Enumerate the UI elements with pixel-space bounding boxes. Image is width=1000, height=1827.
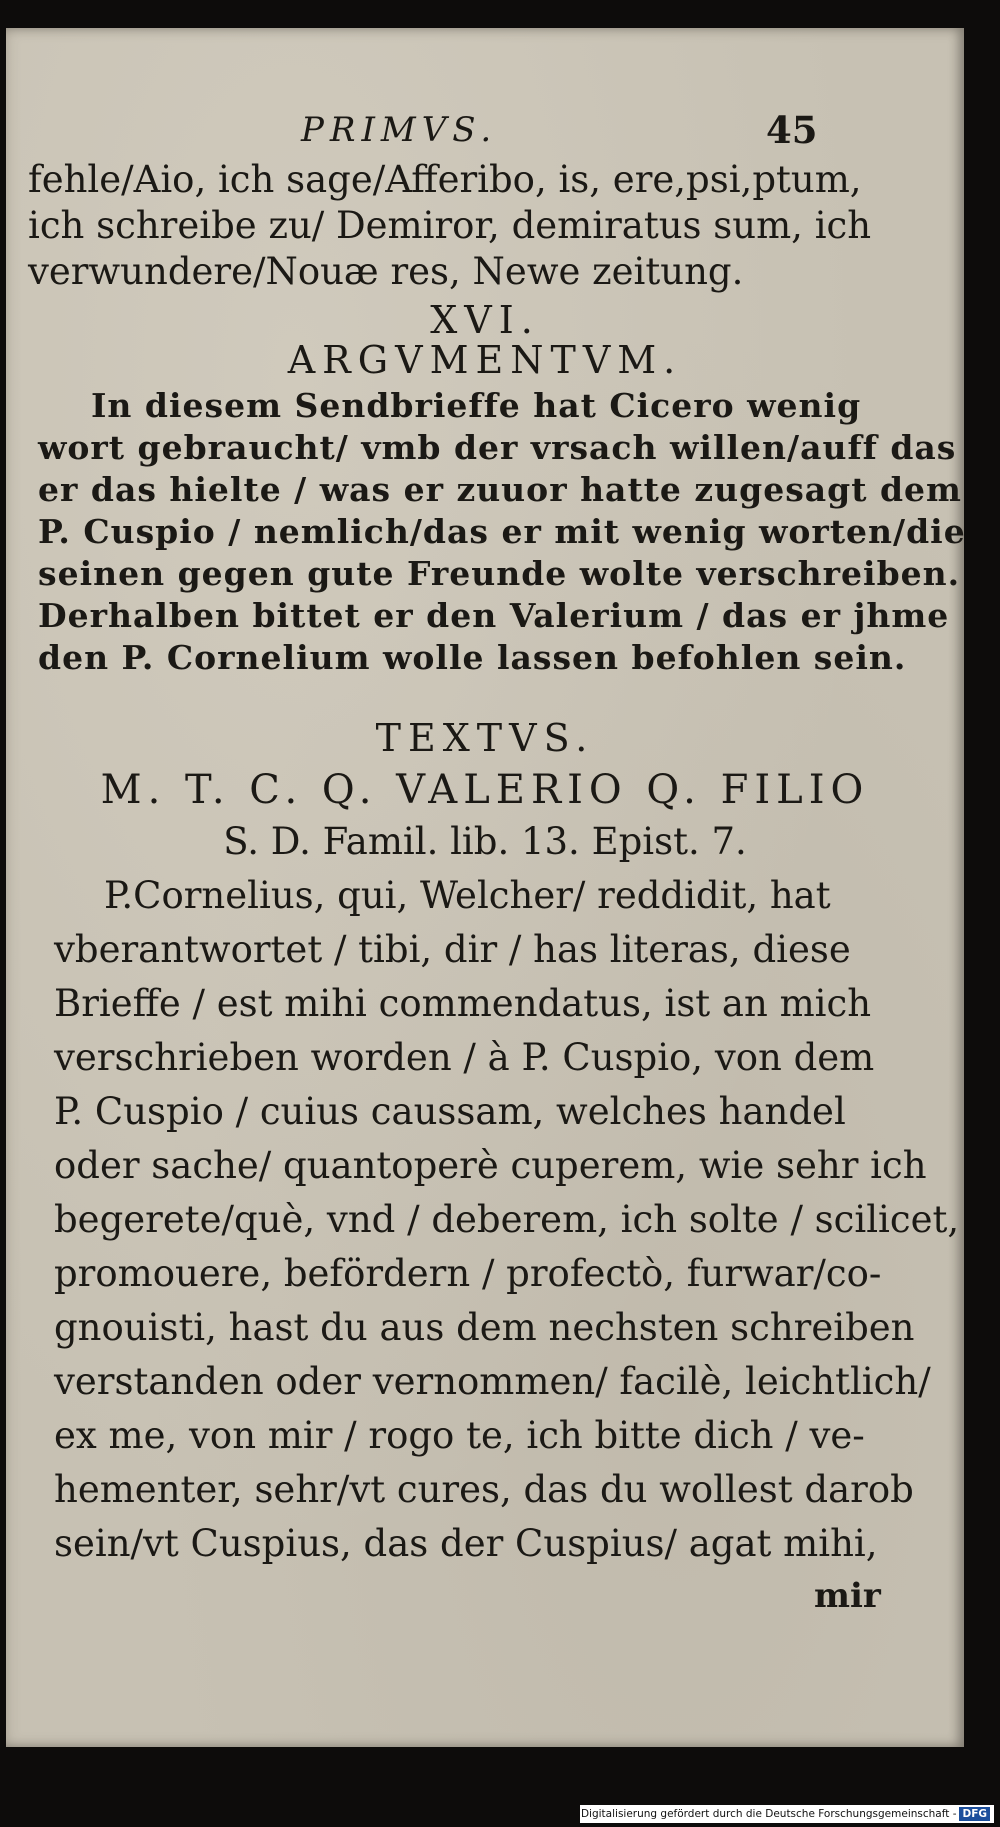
argument-line: In diesem Sendbrieffe hat Cicero wenig — [91, 386, 862, 425]
argument-line: seinen gegen gute Freunde wolte verschreiben. — [38, 554, 961, 593]
catchword: mir — [814, 1576, 881, 1616]
text-line: vberantwortet / tibi, dir / has literas, diese — [54, 928, 851, 971]
text-line: verstanden oder vernommen/ facilè, leichtlich/ — [54, 1360, 931, 1403]
text-line: begerete/què, vnd / deberem, ich solte / scilicet, — [54, 1198, 960, 1241]
book-page — [6, 28, 964, 1747]
textus-heading: TEXTVS. — [375, 716, 595, 760]
text-line: fehle/Aio, ich sage/Afferibo, is, ere,psi,ptum, — [28, 158, 862, 201]
argument-line: wort gebraucht/ vmb der vrsach willen/auff das — [38, 428, 957, 467]
page-number: 45 — [766, 108, 818, 152]
text-line: hementer, sehr/vt cures, das du wollest darob — [54, 1468, 914, 1511]
text-line: oder sache/ quantoperè cuperem, wie sehr ich — [54, 1144, 927, 1187]
credit-text: Digitalisierung gefördert durch die Deutsche Forschungsgemeinschaft - — [580, 1808, 957, 1820]
section-number: XVI. — [430, 298, 540, 342]
text-line: sein/vt Cuspius, das der Cuspius/ agat mihi, — [54, 1522, 878, 1565]
text-line: verschrieben worden / à P. Cuspio, von dem — [54, 1036, 875, 1079]
argument-line: Derhalben bittet er den Valerium / das er jhme — [38, 596, 950, 635]
text-line: promouere, befördern / profectò, furwar/co- — [54, 1252, 882, 1295]
text-line: P.Cornelius, qui, Welcher/ reddidit, hat — [104, 874, 831, 917]
letter-heading: M. T. C. Q. VALERIO Q. FILIO — [100, 767, 870, 813]
argument-line: den P. Cornelium wolle lassen befohlen sein. — [38, 638, 907, 677]
text-line: ex me, von mir / rogo te, ich bitte dich / ve- — [54, 1414, 865, 1457]
text-line: gnouisti, hast du aus dem nechsten schreiben — [54, 1306, 915, 1349]
argument-line: er das hielte / was er zuuor hatte zugesagt dem — [38, 470, 962, 509]
digitization-credit — [580, 1805, 994, 1823]
letter-subheading: S. D. Famil. lib. 13. Epist. 7. — [223, 820, 747, 863]
text-line: P. Cuspio / cuius caussam, welches handel — [54, 1090, 846, 1133]
argument-heading: ARGVMENTVM. — [287, 338, 683, 382]
dfg-logo-icon: DFG — [959, 1807, 990, 1821]
text-line: verwundere/Nouæ res, Newe zeitung. — [28, 250, 744, 293]
text-line: Brieffe / est mihi commendatus, ist an mich — [54, 982, 872, 1025]
argument-line: P. Cuspio / nemlich/das er mit wenig worten/die — [38, 512, 966, 551]
running-head: PRIMVS. — [301, 110, 498, 150]
text-line: ich schreibe zu/ Demiror, demiratus sum, ich — [28, 204, 872, 247]
